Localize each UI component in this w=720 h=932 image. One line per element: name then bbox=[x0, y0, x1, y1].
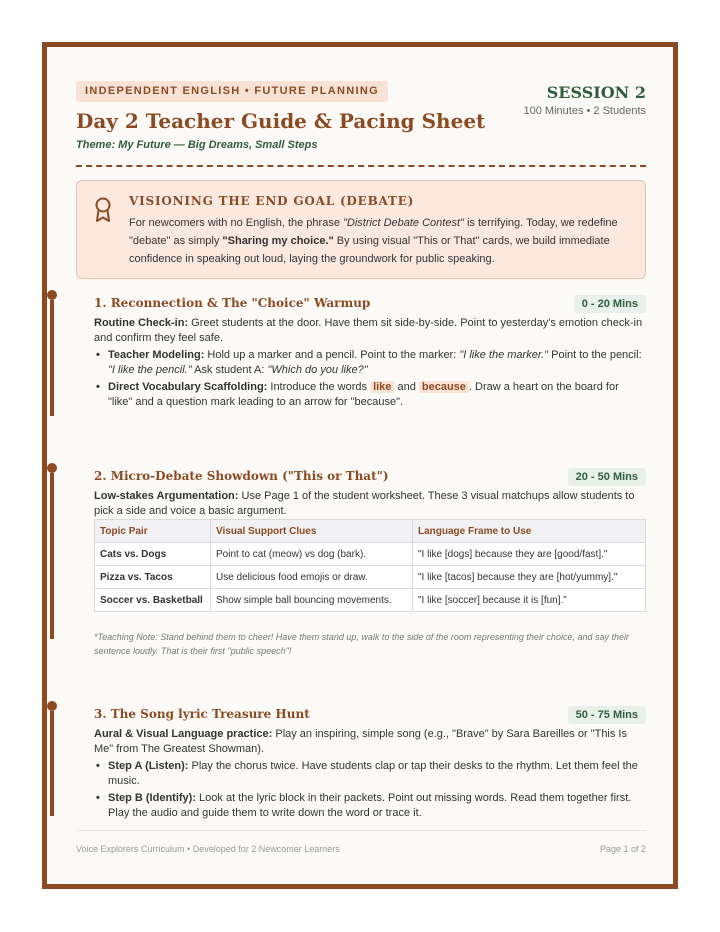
goal-text-bold: "Sharing my choice." bbox=[222, 235, 334, 247]
timeline-bar bbox=[50, 300, 54, 416]
page-number: Page 1 of 2 bbox=[599, 844, 646, 854]
table-row bbox=[95, 589, 646, 612]
table-row bbox=[95, 543, 646, 566]
time-badge: 20 - 50 Mins bbox=[568, 468, 646, 486]
timeline-dot bbox=[47, 463, 57, 473]
list-item bbox=[94, 348, 646, 377]
bullet-label: Teacher Modeling: bbox=[108, 349, 205, 361]
section-intro bbox=[94, 727, 646, 756]
bullet-quote: "I like the pencil." bbox=[108, 363, 192, 376]
timeline-dot bbox=[47, 701, 57, 711]
column-header: Visual Support Clues bbox=[211, 520, 413, 543]
table-cell: "I like [tacos] because they are [hot/yummy]." bbox=[413, 566, 646, 589]
goal-callout bbox=[76, 180, 646, 279]
time-badge: 0 - 20 Mins bbox=[574, 295, 646, 313]
page-sheet bbox=[42, 42, 678, 889]
table-header-row bbox=[95, 520, 646, 543]
table-cell: "I like [dogs] because they are [good/fast]." bbox=[413, 543, 646, 566]
vocab-highlight: because bbox=[419, 381, 469, 393]
bullet-text: Point to the pencil: bbox=[548, 349, 642, 361]
page-title: Day 2 Teacher Guide & Pacing Sheet bbox=[76, 109, 486, 133]
bullet-quote: "I like the marker." bbox=[459, 349, 549, 361]
theme-line: Theme: My Future — Big Dreams, Small Steps bbox=[76, 139, 318, 151]
goal-text bbox=[129, 214, 634, 268]
section-title: 1. Reconnection & The "Choice" Warmup bbox=[94, 296, 371, 310]
intro-label: Routine Check-in: bbox=[94, 317, 189, 329]
table-cell: Point to cat (meow) vs dog (bark). bbox=[211, 543, 413, 566]
bullet-text: Ask student A: bbox=[191, 363, 268, 376]
bullet-text: Look at the lyric block in their packets. Point out missing words. Read them together first. Play the audio and guide them to write down the word or trace it. bbox=[108, 792, 632, 819]
goal-text-part: is terrifying. Today, we redefine "debate" as simply bbox=[129, 217, 618, 247]
section-title: 3. The Song lyric Treasure Hunt bbox=[94, 707, 310, 721]
dashed-divider bbox=[76, 165, 646, 167]
goal-text-italic: "District Debate Contest" bbox=[343, 217, 464, 229]
goal-text-part: By using visual "This or That" cards, we build immediate confidence in speaking out loud, laying the groundwork for public speaking. bbox=[129, 235, 610, 265]
section-title: 2. Micro-Debate Showdown ("This or That") bbox=[94, 469, 389, 483]
table-cell: Cats vs. Dogs bbox=[95, 543, 211, 566]
table-row bbox=[95, 566, 646, 589]
timeline-bar bbox=[50, 711, 54, 816]
footer-divider bbox=[76, 830, 646, 831]
bullet-quote: "Which do you like?" bbox=[267, 363, 368, 376]
bullet-list bbox=[94, 348, 646, 412]
session-meta: 100 Minutes • 2 Students bbox=[523, 105, 646, 117]
program-tag: INDEPENDENT ENGLISH • FUTURE PLANNING bbox=[76, 81, 388, 102]
section-intro bbox=[94, 316, 646, 345]
session-label: SESSION 2 bbox=[546, 83, 646, 102]
teaching-note: *Teaching Note: Stand behind them to cheer! Have them stand up, walk to the side of the room representing their choice, and say their sentence loudly. That is their first "public speech"! bbox=[94, 632, 629, 656]
footer-credit: Voice Explorers Curriculum • Developed for 2 Newcomer Learners bbox=[76, 844, 340, 854]
table-cell: "I like [soccer] because it is [fun]." bbox=[413, 589, 646, 612]
timeline-dot bbox=[47, 290, 57, 300]
table-cell: Soccer vs. Basketball bbox=[95, 589, 211, 612]
timeline-bar bbox=[50, 473, 54, 639]
bullet-text: Introduce the words bbox=[267, 381, 371, 393]
bullet-text: . Draw a heart on the board for "like" and a question mark leading to an arrow for "because". bbox=[108, 381, 619, 408]
column-header: Topic Pair bbox=[95, 520, 211, 543]
list-item bbox=[94, 791, 646, 820]
intro-text: Use Page 1 of the student worksheet. These 3 visual matchups allow students to pick a side and voice a basic argument. bbox=[94, 490, 635, 517]
list-item bbox=[94, 380, 646, 409]
section-intro bbox=[94, 489, 646, 518]
intro-label: Low-stakes Argumentation: bbox=[94, 490, 239, 502]
bullet-text: Play the chorus twice. Have students clap or tap their desks to the rhythm. Let them feel the music. bbox=[108, 760, 638, 787]
time-badge: 50 - 75 Mins bbox=[568, 706, 646, 724]
goal-title: VISIONING THE END GOAL (DEBATE) bbox=[129, 194, 415, 208]
bullet-label: Step B (Identify): bbox=[108, 792, 196, 804]
bullet-list bbox=[94, 759, 646, 823]
list-item bbox=[94, 759, 646, 788]
vocab-highlight: like bbox=[370, 381, 394, 393]
bullet-text: Hold up a marker and a pencil. Point to the marker: bbox=[204, 349, 460, 361]
intro-label: Aural & Visual Language practice: bbox=[94, 728, 273, 740]
bullet-label: Step A (Listen): bbox=[108, 760, 189, 772]
intro-text: Greet students at the door. Have them sit side-by-side. Point to yesterday's emotion check-in and confirm they feel safe. bbox=[94, 317, 643, 344]
debate-table bbox=[94, 519, 646, 612]
table-cell: Use delicious food emojis or draw. bbox=[211, 566, 413, 589]
table-cell: Pizza vs. Tacos bbox=[95, 566, 211, 589]
intro-text: Play an inspiring, simple song (e.g., "Brave" by Sara Bareilles or "This Is Me" from The Greatest Showman). bbox=[94, 728, 627, 755]
column-header: Language Frame to Use bbox=[413, 520, 646, 543]
table-cell: Show simple ball bouncing movements. bbox=[211, 589, 413, 612]
bullet-text: and bbox=[394, 381, 419, 393]
award-ribbon-icon bbox=[92, 196, 114, 224]
goal-text-part: For newcomers with no English, the phrase bbox=[129, 217, 343, 229]
bullet-label: Direct Vocabulary Scaffolding: bbox=[108, 381, 268, 393]
